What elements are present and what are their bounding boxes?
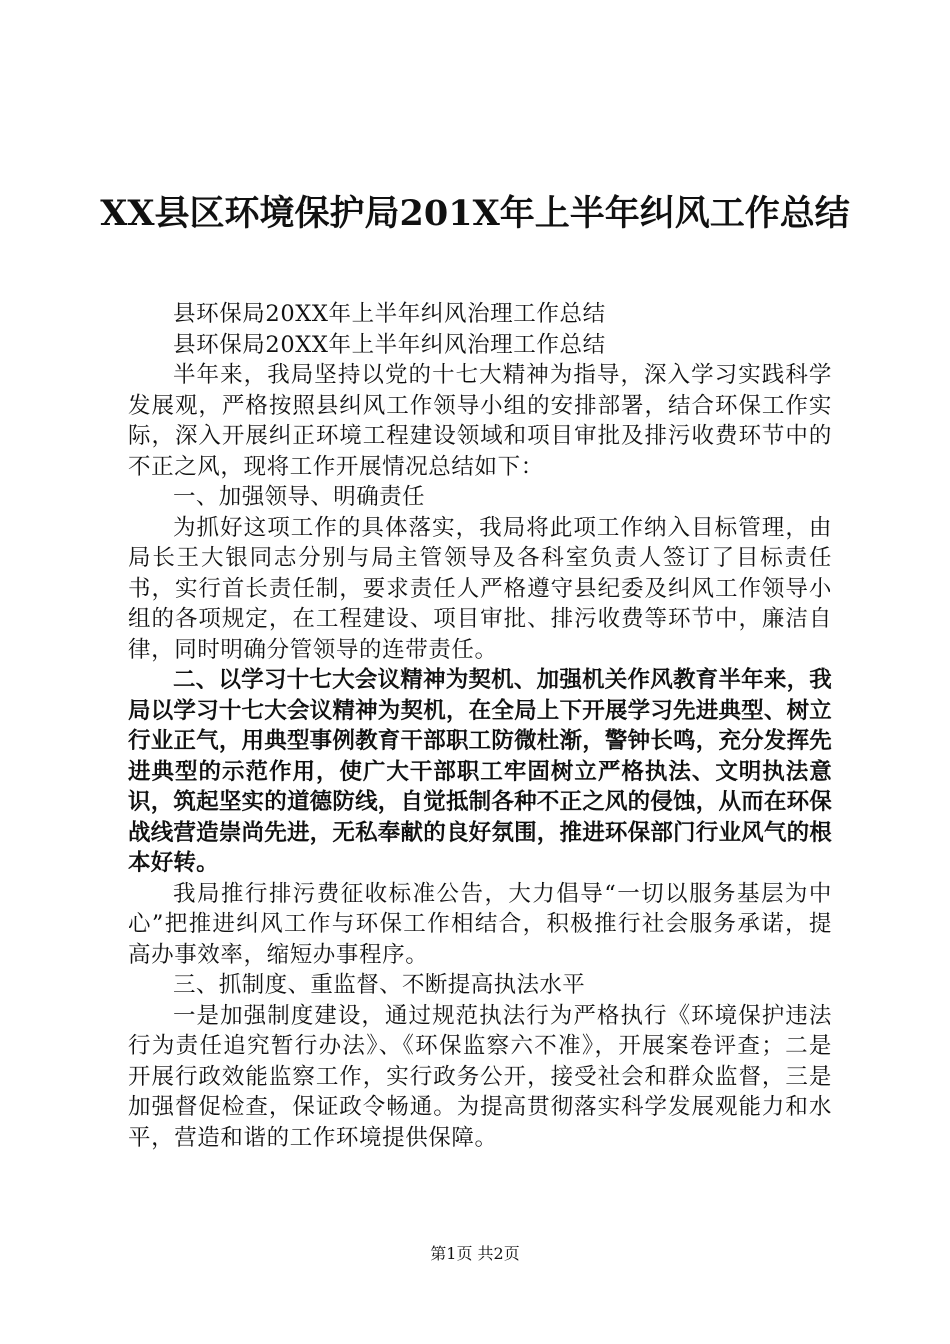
service-paragraph: 我局推行排污费征收标准公告，大力倡导“一切以服务基层为中心”把推进纠风工作与环保工作相结合，积极推行社会服务承诺，提高办事效率，缩短办事程序。 — [128, 880, 832, 968]
section-3-paragraph: 一是加强制度建设，通过规范执法行为严格执行《环境保护违法行为责任追究暂行办法》、《环保监察六不准》，开展案卷评查；二是开展行政效能监察工作，实行政务公开，接受社会和群众监督，三是加强督促检查，保证政令畅通。为提高贯彻落实科学发展观能力和水平，营造和谐的工作环境提供保障。 — [128, 1002, 832, 1151]
section-2-paragraph: 二、以学习十七大会议精神为契机、加强机关作风教育半年来，我局以学习十七大会议精神为契机，在全局上下开展学习先进典型、树立行业正气，用典型事例教育干部职工防微杜渐，警钟长鸣，充分发挥先进典型的示范作用，使广大干部职工牢固树立严格执法、文明执法意识，筑起坚实的道德防线，自觉抵制各种不正之风的侵蚀，从而在环保战线营造崇尚先进，无私奉献的良好氛围，推进环保部门行业风气的根本好转。 — [128, 667, 832, 876]
document-body — [128, 299, 832, 1153]
page-footer: 第1页 共2页 — [430, 1244, 520, 1263]
intro-paragraph: 半年来，我局坚持以党的十七大精神为指导，深入学习实践科学发展观，严格按照县纠风工作领导小组的安排部署，结合环保工作实际，深入开展纠正环境工程建设领域和项目审批及排污收费环节中的不正之风，现将工作开展情况总结如下： — [128, 362, 832, 480]
subtitle-line-2: 县环保局20XX年上半年纠风治理工作总结 — [173, 331, 606, 358]
section-heading-1: 一、加强领导、明确责任 — [173, 484, 425, 510]
section-1-paragraph: 为抓好这项工作的具体落实，我局将此项工作纳入目标管理，由局长王大银同志分别与局主管领导及各科室负责人签订了目标责任书，实行首长责任制，要求责任人严格遵守县纪委及纠风工作领导小组的各项规定，在工程建设、项目审批、排污收费等环节中，廉洁自律，同时明确分管领导的连带责任。 — [128, 514, 832, 663]
document-title: XX县区环境保护局201X年上半年纠风工作总结 — [100, 193, 850, 234]
subtitle-line-1: 县环保局20XX年上半年纠风治理工作总结 — [173, 301, 606, 327]
section-heading-3: 三、抓制度、重监督、不断提高执法水平 — [173, 972, 586, 998]
